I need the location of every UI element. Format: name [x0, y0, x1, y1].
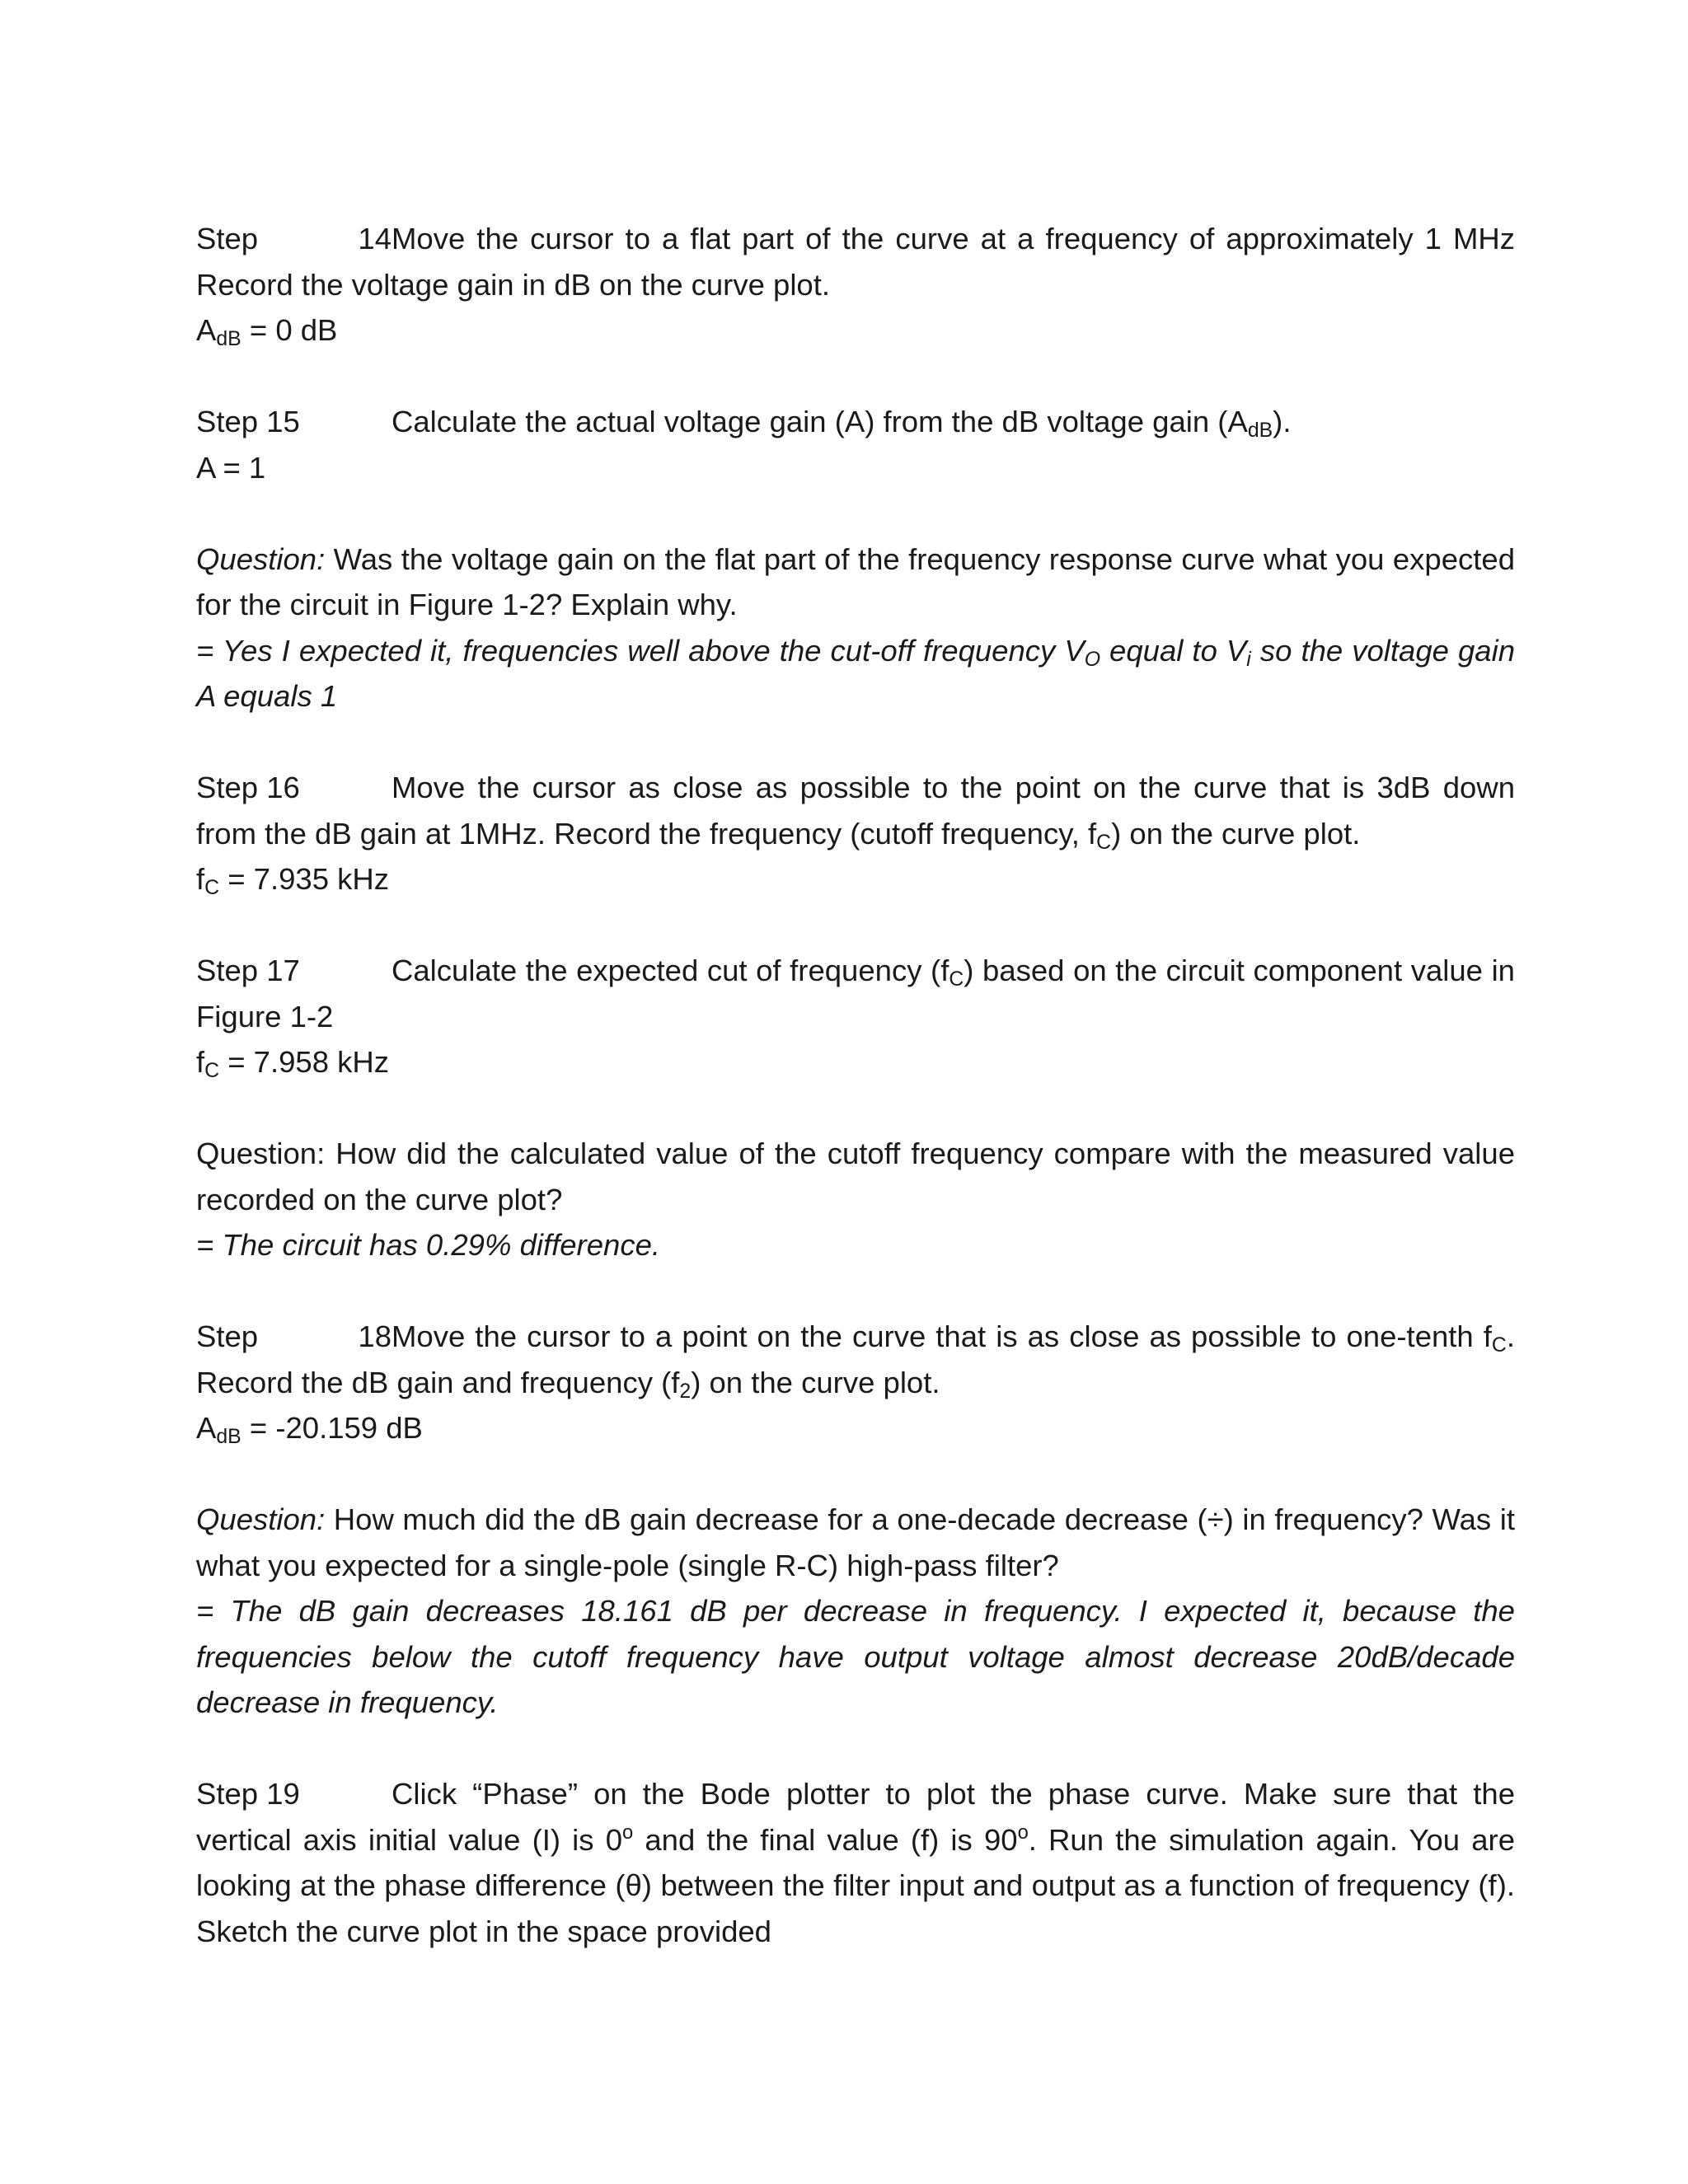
step-15-label: Step 15 [196, 405, 300, 438]
step-15-result: A = 1 [196, 450, 266, 485]
question-1: Question: Was the voltage gain on the flat part of the frequency response curve what you expected for the circuit in Figure 1-2? Explain why. [196, 541, 1515, 621]
step-16-line: Step 16 Move the cursor as close as possible to the point on the curve that is 3dB down from the dB gain at 1MHz. Record the frequency (cutoff frequency, $f_C$) on the curve plot. [196, 765, 1515, 856]
step-14-line-2: Record the voltage gain in dB on the curve plot. [196, 267, 831, 302]
step-17-label: Step 17 [196, 954, 300, 987]
step-18-label: Step 18 [196, 1319, 392, 1353]
step-19-label: Step 19 [196, 1777, 300, 1811]
step-17-line: Step 17 Calculate the expected cut of frequency $(f_C)$ based on the circuit component value in Figure 1-2 [196, 948, 1515, 1039]
step-18-line-2: Record the dB gain and frequency $(f_2)$ on the curve plot. [196, 1365, 940, 1403]
step-16-label: Step 16 [196, 771, 300, 804]
step-18-line: Step 18Move the cursor to a point on the curve that is as close as possible to one-tenth $f_C$. [196, 1314, 1515, 1360]
step-14-result: $A_{dB} = 0$ dB [196, 313, 338, 351]
question-1-answer: = Yes I expected it, frequencies well above the cut-off frequency $V_O$ equal to $V_i$ so the voltage gain A equals 1 [196, 633, 1516, 713]
document-page [196, 216, 1515, 1954]
question-2: Question: How did the calculated value of the cutoff frequency compare with the measured value recorded on the curve plot? [196, 1137, 1515, 1216]
step-15-line: Step 15 Calculate the actual voltage gain (A) from the dB voltage gain $(A_{dB})$. [196, 399, 1515, 445]
question-1-prefix: Question: [196, 541, 326, 576]
step-14-line [196, 216, 1515, 262]
step-17-result: $f_C = 7.958$ kHz [196, 1045, 390, 1083]
question-3: Question: How much did the dB gain decrease for a one-decade decrease (÷) in frequency? Was it what you expected for a single-pole (single R-C) high-pass filter? [196, 1502, 1515, 1582]
step-16-result: $f_C = 7.935$ kHz [196, 862, 390, 900]
question-3-answer: = The dB gain decreases 18.161 dB per decrease in frequency. I expected it, because the frequencies below the cutoff frequency have output voltage almost decrease 20dB/decade decrease in frequency. [196, 1594, 1515, 1719]
step-14-label: Step 14 [196, 222, 392, 255]
question-3-prefix: Question: [196, 1502, 326, 1536]
step-19-line: Step 19 Click “Phase” on the Bode plotter to plot the phase curve. Make sure that the vertical axis initial value (I) is 0$^o$ and the final value (f) is 90$^o$. Run the simulation again. You are looking at the phase difference (θ) between the filter input and output as a function of frequency (f). Sketch the curve plot in the space provided [196, 1771, 1515, 1954]
step-14-text: Move the cursor to a flat part of the curve at a frequency of approximately 1 MHz [392, 222, 1515, 255]
question-2-answer: = The circuit has 0.29% difference. [196, 1228, 661, 1262]
step-18-result: $A_{dB} = -20.159$ dB [196, 1411, 423, 1449]
